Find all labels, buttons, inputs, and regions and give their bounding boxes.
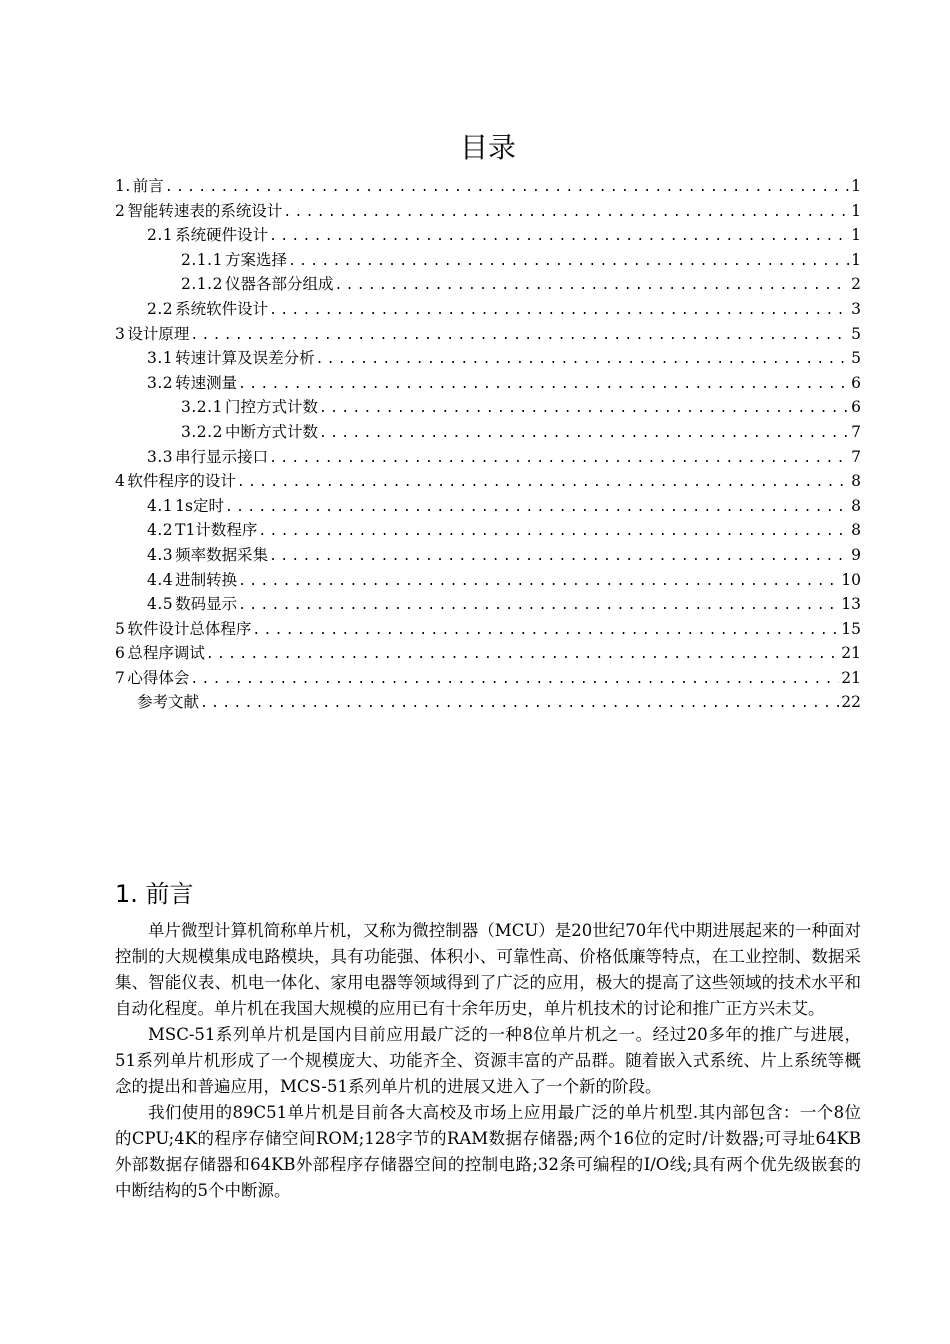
toc-entry-page: 5 bbox=[851, 349, 861, 368]
toc-entry-number: 3.1 bbox=[147, 349, 174, 368]
toc-entry-number: 3.2 bbox=[147, 373, 174, 392]
toc-entry-number: 4.4 bbox=[147, 570, 174, 589]
toc-entry-number: 1. bbox=[115, 177, 131, 195]
toc-entry[interactable] bbox=[115, 617, 861, 642]
toc-leader-dots bbox=[238, 373, 849, 396]
toc-leader-dots bbox=[334, 274, 849, 297]
toc-entry[interactable] bbox=[115, 420, 861, 445]
toc-leader-dots bbox=[237, 471, 849, 494]
toc-entry[interactable] bbox=[115, 395, 861, 420]
toc-leader-dots bbox=[200, 692, 839, 715]
toc-entry[interactable] bbox=[115, 322, 861, 347]
toc-entry[interactable] bbox=[115, 543, 861, 568]
toc-leader-dots bbox=[283, 201, 849, 224]
toc-leader-dots bbox=[319, 422, 849, 445]
toc-entry-number: 3.3 bbox=[147, 447, 174, 466]
toc-entry-label: 进制转换 bbox=[175, 570, 238, 589]
toc-entry-number: 2.1.2 bbox=[181, 275, 223, 294]
toc-entry-label: 数码显示 bbox=[175, 595, 238, 614]
toc-leader-dots bbox=[190, 668, 839, 691]
toc-entry-label: 串行显示接口 bbox=[175, 447, 269, 466]
toc-entry-page: 22 bbox=[841, 693, 861, 712]
toc-entry-number: 2.1 bbox=[147, 226, 174, 245]
toc-leader-dots bbox=[252, 619, 839, 642]
toc-entry-label: 设计原理 bbox=[127, 324, 190, 343]
toc-leader-dots bbox=[269, 447, 849, 470]
toc-entry-label: 门控方式计数 bbox=[224, 398, 318, 417]
toc-entry-number: 3.2.1 bbox=[181, 398, 223, 417]
toc-entry-label: 方案选择 bbox=[224, 250, 287, 269]
toc-entry-page: 2 bbox=[851, 275, 861, 294]
toc-entry[interactable] bbox=[115, 371, 861, 396]
toc-entry-label: 软件设计总体程序 bbox=[127, 619, 252, 638]
toc-entry[interactable] bbox=[115, 666, 861, 691]
toc-entry[interactable] bbox=[115, 346, 861, 371]
toc-entry-label: 中断方式计数 bbox=[224, 422, 318, 441]
toc-title: 目录 bbox=[459, 131, 516, 164]
toc-entry-number: 3.2.2 bbox=[181, 422, 223, 441]
toc-entry-label: 心得体会 bbox=[127, 668, 190, 687]
toc-entry-label: T1计数程序 bbox=[175, 521, 258, 540]
toc-entry-number: 4 bbox=[115, 472, 126, 491]
toc-entry-page: 10 bbox=[841, 570, 861, 589]
toc-entry[interactable] bbox=[115, 174, 861, 199]
toc-entry-number: 4.5 bbox=[147, 595, 174, 614]
toc-leader-dots bbox=[319, 397, 849, 420]
toc-entry-page: 13 bbox=[841, 595, 861, 614]
toc-entry-number: 4.3 bbox=[147, 545, 174, 564]
toc-entry-number: 2 bbox=[115, 201, 126, 220]
toc-entry-page: 15 bbox=[841, 619, 861, 638]
section-body bbox=[115, 918, 861, 1204]
toc-entry-label: 软件程序的设计 bbox=[127, 472, 236, 491]
toc-entry-number: 3 bbox=[115, 324, 126, 343]
toc-leader-dots bbox=[269, 299, 849, 322]
toc-entry[interactable] bbox=[115, 641, 861, 666]
toc-entry-number: 2.2 bbox=[147, 299, 174, 318]
toc-entry-page: 9 bbox=[851, 545, 861, 564]
toc-entry-label: 转速计算及误差分析 bbox=[175, 349, 315, 368]
toc-entry-label: 转速测量 bbox=[175, 373, 238, 392]
toc-leader-dots bbox=[238, 570, 839, 593]
toc-entry-label: 总程序调试 bbox=[127, 644, 205, 663]
toc-entry[interactable] bbox=[115, 445, 861, 470]
toc-entry[interactable] bbox=[115, 469, 861, 494]
toc-entry[interactable] bbox=[115, 518, 861, 543]
toc-entry-label: 1s定时 bbox=[175, 496, 224, 515]
toc-entry-page: 1 bbox=[851, 250, 861, 269]
toc-entry[interactable] bbox=[115, 248, 861, 273]
toc-entry[interactable] bbox=[115, 272, 861, 297]
toc-leader-dots bbox=[225, 496, 849, 519]
toc-entry-label: 参考文献 bbox=[137, 693, 200, 712]
toc-leader-dots bbox=[316, 348, 849, 371]
toc-leader-dots bbox=[206, 643, 839, 666]
toc-entry-number: 7 bbox=[115, 668, 126, 687]
toc-entry-page: 21 bbox=[841, 668, 861, 687]
toc-entry-number: 2.1.1 bbox=[181, 250, 223, 269]
toc-entry-number: 4.1 bbox=[147, 496, 174, 515]
toc-leader-dots bbox=[269, 225, 849, 248]
toc-entry-page: 6 bbox=[851, 398, 861, 417]
toc-entry-number: 5 bbox=[115, 619, 126, 638]
toc-leader-dots bbox=[288, 250, 849, 273]
toc-entry-label: 频率数据采集 bbox=[175, 545, 269, 564]
toc-entry[interactable] bbox=[115, 223, 861, 248]
toc-entry-page: 7 bbox=[851, 422, 861, 441]
toc-entry-page: 1 bbox=[851, 226, 861, 245]
toc-entry-page: 8 bbox=[851, 472, 861, 491]
toc-entry-page: 1 bbox=[851, 177, 861, 195]
toc-entry[interactable] bbox=[115, 690, 861, 715]
toc-entry-page: 8 bbox=[851, 521, 861, 540]
body-paragraph: MSC-51系列单片机是国内目前应用最广泛的一种8位单片机之一。经过20多年的推广与进展，51系列单片机形成了一个规模庞大、功能齐全、资源丰富的产品群。随着嵌入式系统、片上系统等概念的提出和普遍应用，MCS-51系列单片机的进展又进入了一个新的阶段。 bbox=[115, 1025, 861, 1096]
toc-entry-label: 智能转速表的系统设计 bbox=[127, 201, 283, 220]
toc-entry[interactable] bbox=[115, 297, 861, 322]
toc-entry-label: 前言 bbox=[132, 177, 164, 195]
toc-entry-label: 系统软件设计 bbox=[175, 299, 269, 318]
toc-entry-number: 4.2 bbox=[147, 521, 174, 540]
body-paragraph: 我们使用的89C51单片机是目前各大高校及市场上应用最广泛的单片机型.其内部包含：一个8位的CPU;4K的程序存储空间ROM;128字节的RAM数据存储器;两个16位的定时/计数器;可寻址64KB外部数据存储器和64KB外部程序存储器空间的控制电路;32条可编程的I/O线;具有两个优先级嵌套的中断结构的5个中断源。 bbox=[115, 1103, 861, 1200]
toc-entry-page: 3 bbox=[851, 299, 861, 318]
toc-entry[interactable] bbox=[115, 199, 861, 224]
toc-entry-page: 21 bbox=[841, 644, 861, 663]
table-of-contents bbox=[115, 174, 861, 715]
toc-entry-page: 1 bbox=[851, 201, 861, 220]
toc-entry-page: 5 bbox=[851, 324, 861, 343]
toc-entry-label: 仪器各部分组成 bbox=[224, 275, 334, 294]
toc-entry[interactable] bbox=[115, 494, 861, 519]
toc-leader-dots bbox=[190, 324, 849, 347]
section-heading: 1. 前言 bbox=[115, 880, 194, 908]
toc-entry-page: 8 bbox=[851, 496, 861, 515]
toc-leader-dots bbox=[258, 520, 849, 543]
toc-entry[interactable] bbox=[115, 568, 861, 593]
body-paragraph: 单片微型计算机简称单片机，又称为微控制器（MCU）是20世纪70年代中期进展起来的一种面对控制的大规模集成电路模块，具有功能强、体积小、可靠性高、价格低廉等特点，在工业控制、数据采集、智能仪表、机电一体化、家用电器等领域得到了广泛的应用，极大的提高了这些领域的技术水平和自动化程度。单片机在我国大规模的应用已有十余年历史，单片机技术的讨论和推广正方兴未艾。 bbox=[115, 921, 861, 1018]
toc-entry-number: 6 bbox=[115, 644, 126, 663]
toc-entry-page: 6 bbox=[851, 373, 861, 392]
toc-entry-label: 系统硬件设计 bbox=[175, 226, 269, 245]
toc-leader-dots bbox=[238, 594, 839, 617]
toc-entry[interactable] bbox=[115, 592, 861, 617]
toc-entry-page: 7 bbox=[851, 447, 861, 466]
toc-leader-dots bbox=[269, 545, 849, 568]
toc-leader-dots bbox=[165, 176, 849, 199]
